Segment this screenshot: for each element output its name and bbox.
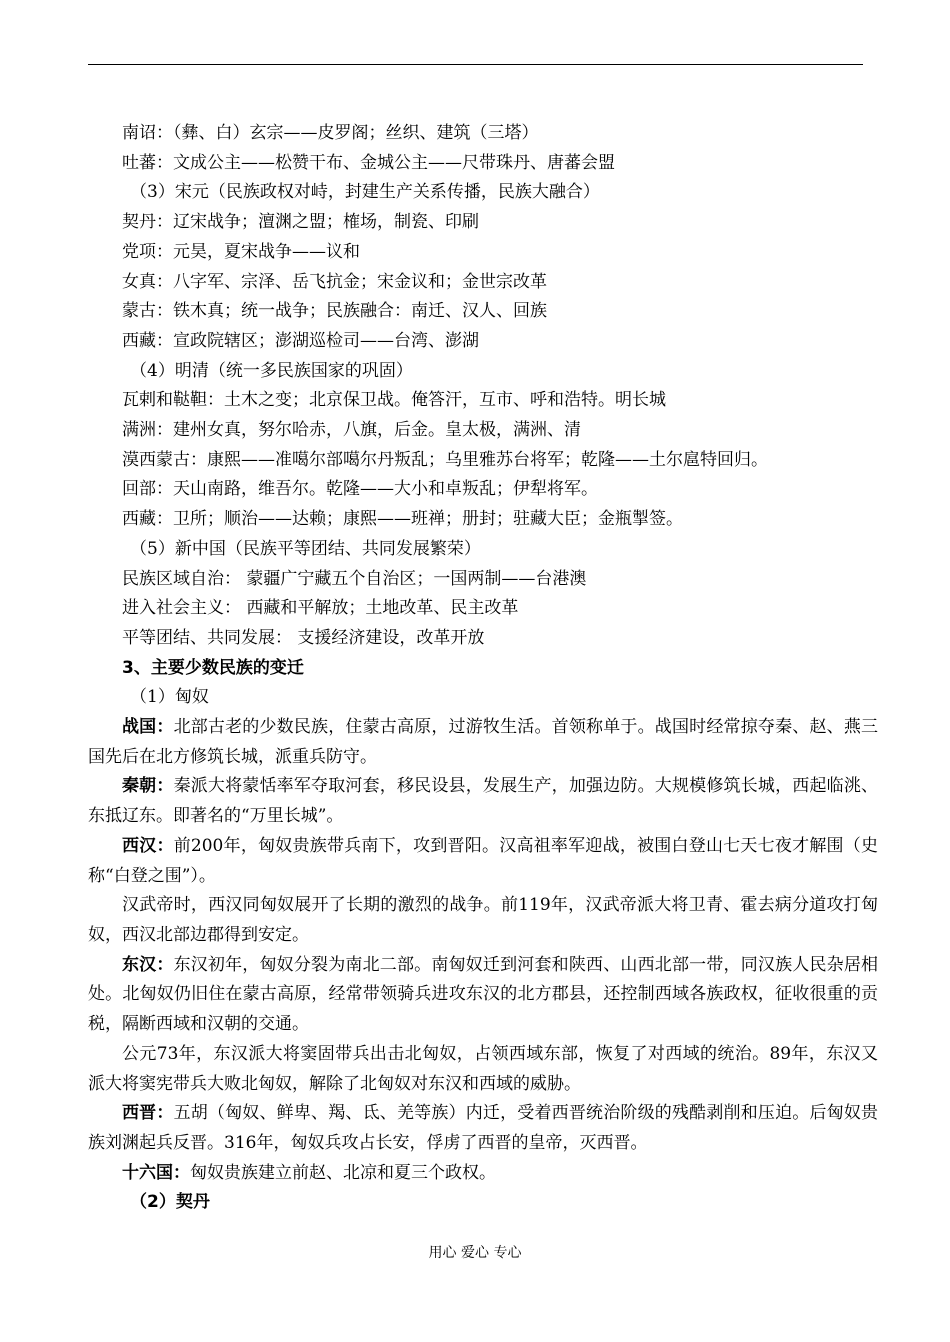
paragraph-text: 北部古老的少数民族，住蒙古高原，过游牧生活。首领称单于。战国时经常掠夺秦、赵、燕三国先后在北方修筑长城，派重兵防守。 (88, 717, 879, 767)
text-line: 平等团结、共同发展： 支援经济建设，改革开放 (122, 627, 485, 648)
paragraph-shiliuguo (88, 1159, 878, 1189)
text-line: 西藏：卫所；顺治——达赖；康熙——班禅；册封；驻藏大臣；金瓶掣签。 (122, 509, 683, 530)
text-line: 契丹：辽宋战争；澶渊之盟；榷场，制瓷、印刷 (122, 212, 479, 233)
text-line: 瓦剌和鞑靼：土木之变；北京保卫战。俺答汗，互市、呼和浩特。明长城 (122, 390, 666, 411)
subsection-heading: （5）新中国（民族平等团结、共同发展繁荣） (130, 538, 481, 559)
text-line: 南诏：（彝、白）玄宗——皮罗阁；丝织、建筑（三塔） (122, 123, 539, 143)
paragraph-lead: 十六国： (122, 1162, 190, 1183)
text-line: 民族区域自治： 蒙疆广宁藏五个自治区；一国两制——台港澳 (122, 568, 587, 589)
paragraph-hanwudi (88, 891, 878, 950)
paragraph-73ad (88, 1040, 878, 1099)
text-line: 西藏：宣政院辖区；澎湖巡检司——台湾、澎湖 (122, 330, 479, 351)
paragraph-text: 前200年，匈奴贵族带兵南下，攻到晋阳。汉高祖率军迎战，被围白登山七天七夜才解围（史称“白登之围”）。 (88, 835, 878, 886)
section-heading: 3、主要少数民族的变迁 (122, 657, 304, 678)
paragraph-zhanguo (88, 713, 878, 772)
paragraph-lead: 西汉： (122, 835, 174, 856)
text-line: 回部：天山南路，维吾尔。乾隆——大小和卓叛乱；伊犁将军。 (122, 479, 598, 500)
paragraph-text: 公元73年，东汉派大将窦固带兵出击北匈奴，占领西域东部，恢复了对西域的统治。89年，东汉又派大将窦宪带兵大败北匈奴，解除了北匈奴对东汉和西域的威胁。 (88, 1043, 878, 1094)
paragraph-text: 汉武帝时，西汉同匈奴展开了长期的激烈的战争。前119年，汉武帝派大将卫青、霍去病分道攻打匈奴，西汉北部边郡得到安定。 (88, 895, 878, 945)
paragraph-lead: 秦朝： (122, 776, 174, 797)
text-line: 满洲：建州女真，努尔哈赤，八旗，后金。皇太极，满洲、清 (122, 420, 581, 441)
paragraph-lead: 战国： (122, 717, 174, 738)
subsection-heading-bold: （2）契丹 (130, 1192, 210, 1213)
subsection-heading: （4）明清（统一多民族国家的巩固） (130, 360, 413, 381)
header-rule (88, 64, 863, 65)
paragraph-lead: 西晋： (122, 1103, 174, 1124)
paragraph-qin (88, 772, 878, 831)
text-line: 党项：元昊，夏宋战争——议和 (122, 241, 360, 262)
paragraph-text: 秦派大将蒙恬率军夺取河套，移民设县，发展生产，加强边防。大规模修筑长城，西起临洮、东抵辽东。即著名的“万里长城”。 (88, 776, 879, 827)
paragraph-donghan (88, 951, 878, 1040)
paragraph-lead: 东汉： (122, 954, 174, 975)
subsection-heading: （1）匈奴 (130, 687, 209, 708)
page-footer: 用心 爱心 专心 (428, 1245, 522, 1261)
paragraph-text: 五胡（匈奴、鲜卑、羯、氐、羌等族）内迁，受着西晋统治阶级的残酷剥削和压迫。后匈奴贵族刘渊起兵反晋。316年，匈奴兵攻占长安，俘虏了西晋的皇帝，灭西晋。 (88, 1103, 879, 1153)
paragraph-text: 匈奴贵族建立前赵、北凉和夏三个政权。 (190, 1162, 496, 1183)
text-line: 漠西蒙古：康熙——准噶尔部噶尔丹叛乱；乌里雅苏台将军；乾隆——土尔扈特回归。 (122, 449, 768, 470)
text-line: 蒙古：铁木真；统一战争；民族融合：南迁、汉人、回族 (122, 301, 547, 322)
text-line: 女真：八字军、宗泽、岳飞抗金；宋金议和；金世宗改革 (122, 271, 547, 292)
document-body (88, 119, 878, 1218)
text-line: 吐蕃：文成公主——松赞干布、金城公主——尺带珠丹、唐蕃会盟 (122, 152, 615, 173)
text-line: 进入社会主义： 西藏和平解放；土地改革、民主改革 (122, 598, 519, 619)
subsection-heading: （3）宋元（民族政权对峙，封建生产关系传播，民族大融合） (130, 182, 600, 203)
paragraph-xijin (88, 1099, 878, 1158)
paragraph-xihan (88, 832, 878, 891)
paragraph-text: 东汉初年，匈奴分裂为南北二部。南匈奴迁到河套和陕西、山西北部一带，同汉族人民杂居相处。北匈奴仍旧住在蒙古高原，经常带领骑兵进攻东汉的北方郡县，还控制西域各族政权，征收很重的贡税，隔断西域和汉朝的交通。 (88, 954, 879, 1035)
